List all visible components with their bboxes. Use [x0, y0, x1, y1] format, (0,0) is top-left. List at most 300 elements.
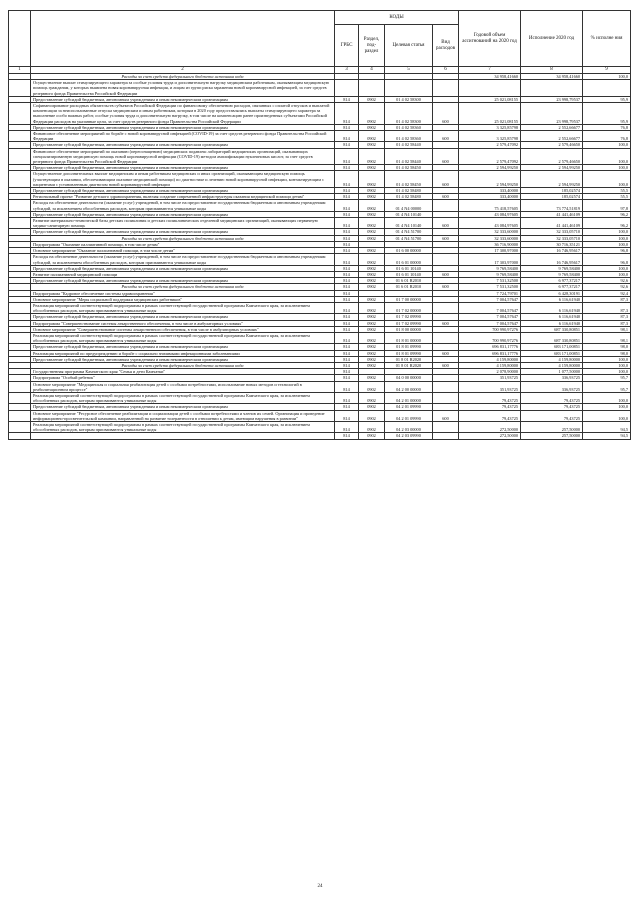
- cell-vol: [459, 80, 521, 97]
- cell-r: 0902: [359, 200, 385, 211]
- cell-c: 01 4 N4 10140: [385, 211, 433, 217]
- cell-vol: 272,50000: [459, 421, 521, 432]
- expense-type-header: Вид расходов: [433, 25, 459, 67]
- cell-name: Подпрограмма "Особый ребенок": [31, 375, 335, 381]
- cell-isp: 41 441,46109: [521, 211, 583, 217]
- cell-g: 814: [335, 194, 359, 200]
- cell-isp: 6 116,61940: [521, 302, 583, 313]
- cell-g: 814: [335, 271, 359, 277]
- cell-v: [433, 200, 459, 211]
- cell-name: Развитие материально-технической базы детских поликлиник и детских поликлинических отделений медицинских организаций, оказывающих первичную медико-санитарную помощь: [31, 218, 335, 229]
- cell-isp: 2 594,99250: [521, 171, 583, 188]
- cell-g: 814: [335, 381, 359, 392]
- cell-r: 0902: [359, 235, 385, 241]
- cell-r: 0902: [359, 296, 385, 302]
- cell-isp: 79,43725: [521, 404, 583, 410]
- cell-v: 600: [433, 131, 459, 142]
- table-row: [9, 392, 631, 403]
- cell-pct: 98,0: [583, 350, 631, 356]
- cell-pct: 100,0: [583, 356, 631, 362]
- cell-isp: 2 552,66677: [521, 131, 583, 142]
- cell-v: 600: [433, 271, 459, 277]
- cell-vol: 351,93725: [459, 375, 521, 381]
- cell-c: 04 2 01 09990: [385, 410, 433, 421]
- cell-isp: 257,50000: [521, 421, 583, 432]
- table-row: [9, 302, 631, 313]
- cell-isp: 4 159,80000: [521, 356, 583, 362]
- cell-c: 04 2 01 00000: [385, 392, 433, 403]
- cell-c: 01 4 02 58300: [385, 96, 433, 102]
- cell-vol: 3 325,85798: [459, 131, 521, 142]
- cell-g: 814: [335, 320, 359, 326]
- cell-pct: 100,0: [583, 229, 631, 235]
- cell-isp: 73 774,51819: [521, 200, 583, 211]
- cell-vol: 700 990,97276: [459, 332, 521, 343]
- cell-g: 814: [335, 314, 359, 320]
- cell-pct: 76,8: [583, 131, 631, 142]
- cell-vol: 34 958,41660: [459, 74, 521, 80]
- cell-g: 814: [335, 131, 359, 142]
- cell-isp: 185,02574: [521, 194, 583, 200]
- cell-pct: 95,7: [583, 375, 631, 381]
- cell-r: 0902: [359, 350, 385, 356]
- cell-name: Предоставление субсидий бюджетным, автономным учреждениям и иным некоммерческим организациям: [31, 211, 335, 217]
- cell-vol: 17 300,97000: [459, 248, 521, 254]
- cell-g: 814: [335, 142, 359, 148]
- cell-v: 600: [433, 171, 459, 188]
- cell-v: [433, 332, 459, 343]
- cell-name: Реализация мероприятий соответствующей подпрограммы в рамках соответствующей государственной программы Камчатского края, за исключением обособленных расходов, которым присваиваются уникальные коды: [31, 302, 335, 313]
- cell-vol: 79,43725: [459, 392, 521, 403]
- cell-isp: 41 441,46109: [521, 218, 583, 229]
- row-index-cell: [9, 80, 31, 97]
- cell-pct: 94,5: [583, 421, 631, 432]
- cell-r: 0902: [359, 284, 385, 290]
- cell-pct: 98,1: [583, 332, 631, 343]
- cell-v: 600: [433, 235, 459, 241]
- table-row: [9, 80, 631, 97]
- cell-name: Предоставление субсидий бюджетным, автономным учреждениям и иным некоммерческим организациям: [31, 96, 335, 102]
- cell-v: [433, 381, 459, 392]
- cell-c: 01 4 02 58480: [385, 194, 433, 200]
- target-article-header: Целевая статья: [385, 25, 433, 67]
- cell-isp: 6 428,30191: [521, 290, 583, 296]
- cell-vol: 79,43725: [459, 404, 521, 410]
- cell-vol: 351,93725: [459, 381, 521, 392]
- cell-c: 01 8 01 09990: [385, 350, 433, 356]
- cell-name: Предоставление субсидий бюджетным, автономным учреждениям и иным некоммерческим организациям: [31, 124, 335, 130]
- cell-c: 01 4 02 58440: [385, 142, 433, 148]
- cell-g: 814: [335, 211, 359, 217]
- cell-vol: 7 724,79701: [459, 290, 521, 296]
- cell-r: 0902: [359, 404, 385, 410]
- table-row: [9, 200, 631, 211]
- cell-pct: 95,7: [583, 381, 631, 392]
- cell-g: 814: [335, 265, 359, 271]
- cell-vol: 36 716,90000: [459, 241, 521, 247]
- cell-name: Основное мероприятие "Ресурсное обеспечение реабилитации и социализации детей с особыми потребностями и членов их семей. Организация и проведение информационно-просветительской кампании, направленной на развитие толерантности в отношении к детям, имеющим нарушения в развитии": [31, 410, 335, 421]
- percent-header: % исполне ния: [583, 11, 631, 67]
- cell-c: 01 4 02 58300: [385, 103, 433, 125]
- cell-name: Предоставление субсидий бюджетным, автономным учреждениям и иным некоммерческим организациям: [31, 356, 335, 362]
- cell-name: Основное мероприятие "Медицинская и социальная реабилитация детей с особыми потребностями, использование новых методов и технологий в реабилитационном процессе": [31, 381, 335, 392]
- table-row: [9, 433, 631, 439]
- cell-name: Расходы за счет средств федерального бюджета источника кода: [31, 74, 335, 80]
- cell-vol: 3 325,85798: [459, 124, 521, 130]
- cell-c: 01 4 02 58480: [385, 188, 433, 194]
- cell-r: 0902: [359, 148, 385, 165]
- cell-c: 01 6 00 00000: [385, 248, 433, 254]
- cell-c: 01 7 02 09990: [385, 320, 433, 326]
- page-number: 24: [317, 884, 323, 889]
- cell-c: 01 4 02 58450: [385, 171, 433, 188]
- cell-name: Подпрограмма "Кадровое обеспечение системы здравоохранения": [31, 290, 335, 296]
- cell-isp: 2 579,46650: [521, 142, 583, 148]
- cell-g: [335, 80, 359, 97]
- cell-r: 0902: [359, 124, 385, 130]
- cell-pct: 87,3: [583, 302, 631, 313]
- cell-isp: 34 958,41660: [521, 74, 583, 80]
- cell-g: 814: [335, 433, 359, 439]
- cell-c: 01 4 02 58360: [385, 124, 433, 130]
- table-row: [9, 103, 631, 125]
- cell-pct: 100,0: [583, 171, 631, 188]
- cell-r: 0902: [359, 194, 385, 200]
- cell-g: 814: [335, 284, 359, 290]
- cell-name: Реализация мероприятий по предупреждению и борьбе с социально значимыми инфекционными заболеваниями: [31, 350, 335, 356]
- cell-pct: 100,0: [583, 271, 631, 277]
- cell-name: Расходы за счет средств федерального бюджета источника кода: [31, 284, 335, 290]
- cell-r: 0902: [359, 248, 385, 254]
- cell-pct: 100,0: [583, 265, 631, 271]
- cell-r: 0902: [359, 265, 385, 271]
- cell-pct: 100,0: [583, 241, 631, 247]
- cell-isp: 2 552,66677: [521, 124, 583, 130]
- cell-isp: 336,93725: [521, 375, 583, 381]
- table-row: [9, 421, 631, 432]
- cell-isp: 32 333,05710: [521, 229, 583, 235]
- cell-isp: 16 746,95617: [521, 254, 583, 265]
- col-number-8: 8: [521, 67, 583, 74]
- cell-vol: 2 594,99250: [459, 171, 521, 188]
- cell-pct: 92,4: [583, 290, 631, 296]
- cell-g: 814: [335, 369, 359, 375]
- cell-name: Осуществление дополнительных выплат медицинским и иным работникам медицинских и иных организаций, оказывающим медицинскую помощь (участвующим в оказании, обеспечивающим оказание медицинской помощи) по диагностике и лечению новой коронавирусной инфекции, контактирующим с пациентами с установленным диагнозом новой коронавирусной инфекции: [31, 171, 335, 188]
- grbs-header: ГРБС: [335, 25, 359, 67]
- table-row: [9, 218, 631, 229]
- cell-isp: 79,43725: [521, 410, 583, 421]
- cell-g: 814: [335, 421, 359, 432]
- cell-pct: 95,9: [583, 96, 631, 102]
- cell-c: 01 4 N4 10140: [385, 218, 433, 229]
- budget-table: [8, 10, 631, 440]
- cell-vol: 2 579,47092: [459, 148, 521, 165]
- cell-r: 0902: [359, 165, 385, 171]
- cell-vol: 700 990,97276: [459, 326, 521, 332]
- cell-name: Предоставление субсидий бюджетным, автономным учреждениям и иным некоммерческим организациям: [31, 142, 335, 148]
- cell-pct: 100,0: [583, 142, 631, 148]
- cell-g: 814: [335, 302, 359, 313]
- cell-name: Основное мероприятие "Совершенствование системы лекарственного обеспечения, в том числе в амбулаторных условиях": [31, 326, 335, 332]
- cell-v: [433, 254, 459, 265]
- cell-vol: 9 769,58400: [459, 271, 521, 277]
- cell-v: 600: [433, 218, 459, 229]
- cell-g: 814: [335, 188, 359, 194]
- col-number-2: 2: [31, 67, 335, 74]
- cell-isp: 9 769,58400: [521, 265, 583, 271]
- cell-name: Предоставление субсидий бюджетным, автономным учреждениям и иным некоммерческим организациям: [31, 314, 335, 320]
- cell-name: Расходы за счет средств федерального бюджета источника кода: [31, 235, 335, 241]
- table-row: [9, 131, 631, 142]
- cell-g: 814: [335, 344, 359, 350]
- row-index-cell: [9, 433, 31, 439]
- cell-r: 0902: [359, 218, 385, 229]
- cell-pct: 96,8: [583, 248, 631, 254]
- cell-name: Развитие паллиативной медицинской помощи: [31, 271, 335, 277]
- cell-pct: 96,2: [583, 218, 631, 229]
- cell-isp: 2 594,99250: [521, 165, 583, 171]
- cell-r: 0902: [359, 326, 385, 332]
- col-number-9: 9: [583, 67, 631, 74]
- cell-r: 0902: [359, 302, 385, 313]
- cell-pct: 100,0: [583, 148, 631, 165]
- cell-name: Предоставление субсидий бюджетным, автономным учреждениям и иным некоммерческим организациям: [31, 188, 335, 194]
- cell-vol: 7 004,57647: [459, 302, 521, 313]
- cell-pct: 87,3: [583, 320, 631, 326]
- cell-pct: 100,0: [583, 369, 631, 375]
- cell-vol: 4 159,80000: [459, 362, 521, 368]
- cell-g: 814: [335, 392, 359, 403]
- cell-vol: 79,43725: [459, 410, 521, 421]
- cell-g: 814: [335, 350, 359, 356]
- cell-r: 0902: [359, 271, 385, 277]
- cell-name: Региональный проект "Развитие детского здравоохранения, включая создание современной инфраструктуры оказания медицинской помощи детям": [31, 194, 335, 200]
- cell-r: 0902: [359, 344, 385, 350]
- cell-isp: 4 159,80000: [521, 362, 583, 368]
- cell-name: Предоставление субсидий бюджетным, автономным учреждениям и иным некоммерческим организациям: [31, 229, 335, 235]
- cell-pct: 95,9: [583, 103, 631, 125]
- cell-isp: 687 330,80851: [521, 326, 583, 332]
- cell-c: 04 2 03 00000: [385, 421, 433, 432]
- row-index-cell: [9, 200, 31, 211]
- cell-g: 814: [335, 278, 359, 284]
- cell-isp: 1 077,50000: [521, 369, 583, 375]
- cell-name: Государственная программа Камчатского края "Семья и дети Камчатки": [31, 369, 335, 375]
- cell-r: 0902: [359, 142, 385, 148]
- cell-r: 0902: [359, 254, 385, 265]
- cell-isp: 683 171,00851: [521, 344, 583, 350]
- cell-g: 814: [335, 148, 359, 165]
- cell-c: 01 6 01 R2010: [385, 278, 433, 284]
- cell-name: Финансовое обеспечение мероприятий по оказанию (переоснащению) медицинских подавлеш лабораторий медицинских организаций, оказывающих специализированную медицинскую помощь новой коронавирусной инфекции (COVID-19) методом амплификации нуклеиновых кислот, за счет средств резервного фонда Правительства Российской Федерации: [31, 148, 335, 165]
- cell-v: [433, 433, 459, 439]
- col-number-1: 1: [9, 67, 31, 74]
- cell-v: [433, 421, 459, 432]
- cell-c: 01 4 02 58450: [385, 165, 433, 171]
- cell-v: [433, 392, 459, 403]
- cell-pct: 100,0: [583, 404, 631, 410]
- cell-c: 04 2 01 09990: [385, 404, 433, 410]
- cell-r: 0902: [359, 103, 385, 125]
- cell-r: 0902: [359, 375, 385, 381]
- cell-r: 0902: [359, 314, 385, 320]
- cell-isp: 6 977,37217: [521, 284, 583, 290]
- cell-vol: 43 084,97605: [459, 211, 521, 217]
- cell-vol: 2 078,90000: [459, 369, 521, 375]
- cell-vol: 17 303,97000: [459, 254, 521, 265]
- cell-c: 01 4 N4 00000: [385, 200, 433, 211]
- cell-r: 0902: [359, 211, 385, 217]
- cell-c: 01 4 N4 51700: [385, 235, 433, 241]
- cell-r: 0902: [359, 381, 385, 392]
- cell-vol: 32 333,60000: [459, 229, 521, 235]
- cell-vol: 25 021,08155: [459, 96, 521, 102]
- cell-name: Подпрограмма "Совершенствование системы лекарственного обеспечения, в том числе в амбулаторных условиях": [31, 320, 335, 326]
- cell-vol: 9 769,58400: [459, 265, 521, 271]
- cell-vol: 7 531,32500: [459, 284, 521, 290]
- row-index-cell: [9, 421, 31, 432]
- cell-g: 814: [335, 124, 359, 130]
- cell-r: 0902: [359, 278, 385, 284]
- cell-c: 01 8 01 09990: [385, 344, 433, 350]
- cell-name: Реализация мероприятий соответствующей подпрограммы в рамках соответствующей государственной программы Камчатского края, за исключением обособленных расходов, которым присваиваются уникальные коды: [31, 392, 335, 403]
- cell-g: 814: [335, 404, 359, 410]
- row-index-cell: [9, 254, 31, 265]
- cell-name: Подпрограмма "Оказание паллиативной помощи, в том числе детям": [31, 241, 335, 247]
- cell-isp: [521, 80, 583, 97]
- cell-name: Финансовое обеспечение мероприятий по борьбе с новой коронавирусной инфекцией (COVID-19) за счет средств резервного фонда Правительства Российской Федерации: [31, 131, 335, 142]
- cell-g: 814: [335, 200, 359, 211]
- row-index-cell: [9, 302, 31, 313]
- cell-vol: 696 831,17776: [459, 350, 521, 356]
- row-index-cell: [9, 171, 31, 188]
- cell-pct: 96,2: [583, 211, 631, 217]
- cell-pct: 55,5: [583, 194, 631, 200]
- cell-r: 0902: [359, 96, 385, 102]
- cell-c: 01 8 01 R2020: [385, 362, 433, 368]
- row-index-cell: [9, 332, 31, 343]
- cell-isp: 6 977,37217: [521, 278, 583, 284]
- cell-pct: 96,8: [583, 254, 631, 265]
- cell-name: Основное мероприятие "Меры социальной поддержки медицинских работников": [31, 296, 335, 302]
- cell-name: Предоставление субсидий бюджетным, автономным учреждениям и иным некоммерческим организациям: [31, 344, 335, 350]
- table-row: [9, 148, 631, 165]
- cell-vol: 2 579,47092: [459, 142, 521, 148]
- cell-pct: 97,8: [583, 200, 631, 211]
- cell-r: 0902: [359, 392, 385, 403]
- cell-isp: 257,50000: [521, 433, 583, 439]
- cell-vol: 333,40000: [459, 188, 521, 194]
- cell-c: 04 0 00 00000: [385, 375, 433, 381]
- cell-c: 04 2 03 09990: [385, 433, 433, 439]
- col-number-4: 4: [359, 67, 385, 74]
- cell-isp: 6 116,61940: [521, 320, 583, 326]
- cell-g: 814: [335, 229, 359, 235]
- cell-vol: 7 004,57647: [459, 314, 521, 320]
- cell-g: 814: [335, 356, 359, 362]
- codes-header: КОДЫ: [335, 11, 459, 25]
- cell-vol: 2 594,99250: [459, 165, 521, 171]
- cell-vol: 43 084,97605: [459, 218, 521, 229]
- cell-c: 01 8 01 00000: [385, 332, 433, 343]
- cell-name: Предоставление субсидий бюджетным, автономным учреждениям и иным некоммерческим организациям: [31, 278, 335, 284]
- cell-name: Реализация мероприятий соответствующей подпрограммы в рамках соответствующей государственной программы Камчатского края, за исключением обособленных расходов, которым присваиваются уникальные коды: [31, 332, 335, 343]
- row-index-cell: [9, 131, 31, 142]
- cell-c: 01 6 01 R2010: [385, 284, 433, 290]
- cell-g: 814: [335, 326, 359, 332]
- cell-g: 814: [335, 235, 359, 241]
- cell-r: 0902: [359, 332, 385, 343]
- cell-name: Софинансирование расходных обязательств субъектов Российской Федерации по финансовому обеспечению расходов, связанных с оплатой отпусков и выплатой компенсации за неиспользованные отпуска медицинским и иным работникам, которым в 2020 году предоставлялись выплаты стимулирующего характера за выполнение особо важных работ, особые условия труда и дополнительную нагрузку, в том числе на компенсацию ранее произведенных субъектами Российской Федерации расходов на указанные цели, за счет средств резервного фонда Правительства Российской Федерации: [31, 103, 335, 125]
- cell-pct: 100,0: [583, 362, 631, 368]
- cell-c: 01 8 01 R2020: [385, 356, 433, 362]
- col-number-6: 6: [433, 67, 459, 74]
- cell-v: [433, 302, 459, 313]
- cell-pct: 100,0: [583, 392, 631, 403]
- cell-pct: 87,3: [583, 296, 631, 302]
- cell-name: Основное мероприятие "Оказание паллиативной помощи, в том числе детям": [31, 248, 335, 254]
- cell-name: Предоставление субсидий бюджетным, автономным учреждениям и иным некоммерческим организациям: [31, 265, 335, 271]
- cell-r: 0902: [359, 229, 385, 235]
- cell-isp: 30 716,35121: [521, 241, 583, 247]
- cell-c: 01 4 N4 51700: [385, 229, 433, 235]
- cell-pct: 100,0: [583, 165, 631, 171]
- cell-c: 01 7 00 00000: [385, 296, 433, 302]
- razdel-header: Раздел, под-раздел: [359, 25, 385, 67]
- row-index-cell: [9, 410, 31, 421]
- cell-r: 0902: [359, 171, 385, 188]
- cell-name: Осуществление выплат стимулирующего характера за особые условия труда и дополнительную нагрузку медицинским работникам, оказывающим медицинскую помощь гражданам, у которых выявлена новая коронавирусная инфекция, и лицам из групп риска заражения новой коронавирусной инфекцией, за счет средств резервного фонда Правительства Российской Федерации: [31, 80, 335, 97]
- cell-name: Реализация мероприятий соответствующей подпрограммы в рамках соответствующей государственной программы Камчатского края, за исключением обособленных расходов, которым присваиваются уникальные коды: [31, 421, 335, 432]
- cell-r: 0902: [359, 356, 385, 362]
- cell-pct: 94,5: [583, 433, 631, 439]
- cell-isp: 9 769,58400: [521, 271, 583, 277]
- col-number-5: 5: [385, 67, 433, 74]
- cell-vol: 7 004,57647: [459, 320, 521, 326]
- cell-r: 0902: [359, 362, 385, 368]
- cell-g: 814: [335, 290, 359, 296]
- cell-g: 814: [335, 171, 359, 188]
- cell-c: 01 7 02 09990: [385, 314, 433, 320]
- cell-g: 814: [335, 375, 359, 381]
- cell-v: 600: [433, 284, 459, 290]
- report-page: [8, 10, 630, 440]
- table-row: [9, 332, 631, 343]
- cell-g: 814: [335, 296, 359, 302]
- cell-isp: 79,43725: [521, 392, 583, 403]
- table-row: [9, 410, 631, 421]
- cell-g: 814: [335, 362, 359, 368]
- execution-header: Исполнение 2020 год: [521, 11, 583, 67]
- table-row: [9, 254, 631, 265]
- cell-g: 814: [335, 103, 359, 125]
- cell-r: 0902: [359, 131, 385, 142]
- cell-r: 0902: [359, 188, 385, 194]
- cell-pct: 100,0: [583, 74, 631, 80]
- cell-isp: 32 333,05710: [521, 235, 583, 241]
- cell-name: Расходы на обеспечение деятельности (оказание услуг) учреждений, в том числе на предоставление государственным бюджетным и автономным учреждениям субсидий, за исключением обособленных расходов, которым присваиваются уникальные коды: [31, 254, 335, 265]
- cell-c: 01 6 01 10140: [385, 265, 433, 271]
- cell-v: 600: [433, 362, 459, 368]
- cell-pct: 100,0: [583, 235, 631, 241]
- cell-v: 600: [433, 148, 459, 165]
- cell-isp: 6 116,61940: [521, 314, 583, 320]
- row-index-cell: [9, 381, 31, 392]
- cell-vol: 696 831,17776: [459, 344, 521, 350]
- cell-pct: [583, 80, 631, 97]
- cell-g: 814: [335, 165, 359, 171]
- cell-c: 01 4 02 58440: [385, 148, 433, 165]
